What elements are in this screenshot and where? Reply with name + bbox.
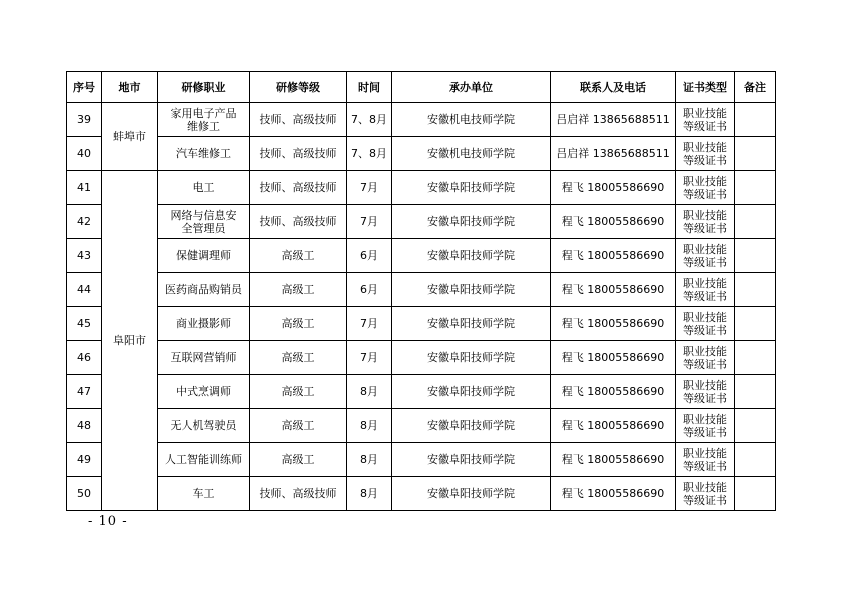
cell-time: 7月 <box>347 341 392 375</box>
cell-contact: 吕启祥 13865688511 <box>551 137 676 171</box>
cell-occupation: 无人机驾驶员 <box>158 409 250 443</box>
cell-organizer: 安徽阜阳技师学院 <box>392 341 551 375</box>
table-row <box>67 103 776 137</box>
cell-no: 42 <box>67 205 102 239</box>
cell-no: 46 <box>67 341 102 375</box>
cell-organizer: 安徽阜阳技师学院 <box>392 409 551 443</box>
cell-level: 技师、高级技师 <box>250 171 347 205</box>
cell-remarks <box>735 273 776 307</box>
cell-contact: 程飞 18005586690 <box>551 273 676 307</box>
table-row <box>67 307 776 341</box>
cell-no: 50 <box>67 477 102 511</box>
cell-organizer: 安徽阜阳技师学院 <box>392 239 551 273</box>
cell-remarks <box>735 171 776 205</box>
table-row <box>67 205 776 239</box>
cell-remarks <box>735 477 776 511</box>
cell-occupation: 家用电子产品 维修工 <box>158 103 250 137</box>
cell-certificate: 职业技能 等级证书 <box>676 103 735 137</box>
table-body <box>67 103 776 511</box>
cell-remarks <box>735 103 776 137</box>
cell-time: 7、8月 <box>347 137 392 171</box>
cell-level: 高级工 <box>250 341 347 375</box>
cell-level: 高级工 <box>250 239 347 273</box>
cell-occupation: 车工 <box>158 477 250 511</box>
page-number: - 10 - <box>88 514 128 529</box>
cell-certificate: 职业技能 等级证书 <box>676 375 735 409</box>
cell-level: 高级工 <box>250 273 347 307</box>
cell-contact: 程飞 18005586690 <box>551 375 676 409</box>
cell-contact: 程飞 18005586690 <box>551 239 676 273</box>
cell-organizer: 安徽阜阳技师学院 <box>392 443 551 477</box>
cell-certificate: 职业技能 等级证书 <box>676 307 735 341</box>
table-row <box>67 273 776 307</box>
table-row <box>67 239 776 273</box>
cell-no: 47 <box>67 375 102 409</box>
cell-occupation: 医药商品购销员 <box>158 273 250 307</box>
cell-no: 44 <box>67 273 102 307</box>
cell-level: 技师、高级技师 <box>250 205 347 239</box>
cell-time: 8月 <box>347 409 392 443</box>
table-row <box>67 137 776 171</box>
cell-no: 49 <box>67 443 102 477</box>
cell-organizer: 安徽阜阳技师学院 <box>392 171 551 205</box>
cell-contact: 程飞 18005586690 <box>551 409 676 443</box>
cell-contact: 程飞 18005586690 <box>551 307 676 341</box>
cell-organizer: 安徽阜阳技师学院 <box>392 477 551 511</box>
cell-city: 蚌埠市 <box>102 103 158 171</box>
cell-remarks <box>735 341 776 375</box>
header-certificate: 证书类型 <box>676 72 735 103</box>
cell-occupation: 网络与信息安 全管理员 <box>158 205 250 239</box>
cell-certificate: 职业技能 等级证书 <box>676 273 735 307</box>
cell-time: 7、8月 <box>347 103 392 137</box>
cell-remarks <box>735 137 776 171</box>
cell-organizer: 安徽阜阳技师学院 <box>392 205 551 239</box>
cell-contact: 程飞 18005586690 <box>551 341 676 375</box>
cell-level: 技师、高级技师 <box>250 137 347 171</box>
cell-level: 技师、高级技师 <box>250 103 347 137</box>
cell-time: 7月 <box>347 205 392 239</box>
cell-no: 45 <box>67 307 102 341</box>
table-row <box>67 409 776 443</box>
cell-no: 39 <box>67 103 102 137</box>
cell-occupation: 人工智能训练师 <box>158 443 250 477</box>
header-contact: 联系人及电话 <box>551 72 676 103</box>
cell-no: 43 <box>67 239 102 273</box>
cell-time: 8月 <box>347 375 392 409</box>
cell-remarks <box>735 409 776 443</box>
cell-level: 高级工 <box>250 307 347 341</box>
header-remarks: 备注 <box>735 72 776 103</box>
cell-level: 技师、高级技师 <box>250 477 347 511</box>
cell-time: 8月 <box>347 477 392 511</box>
cell-no: 40 <box>67 137 102 171</box>
cell-organizer: 安徽阜阳技师学院 <box>392 273 551 307</box>
cell-certificate: 职业技能 等级证书 <box>676 409 735 443</box>
table-row <box>67 171 776 205</box>
cell-occupation: 保健调理师 <box>158 239 250 273</box>
cell-remarks <box>735 239 776 273</box>
cell-occupation: 电工 <box>158 171 250 205</box>
header-time: 时间 <box>347 72 392 103</box>
cell-organizer: 安徽机电技师学院 <box>392 137 551 171</box>
header-no: 序号 <box>67 72 102 103</box>
cell-remarks <box>735 443 776 477</box>
table-header-row <box>67 72 776 103</box>
cell-no: 48 <box>67 409 102 443</box>
cell-time: 8月 <box>347 443 392 477</box>
header-city: 地市 <box>102 72 158 103</box>
cell-level: 高级工 <box>250 409 347 443</box>
cell-certificate: 职业技能 等级证书 <box>676 137 735 171</box>
cell-occupation: 互联网营销师 <box>158 341 250 375</box>
cell-remarks <box>735 205 776 239</box>
table-row <box>67 341 776 375</box>
table-row <box>67 375 776 409</box>
cell-occupation: 中式烹调师 <box>158 375 250 409</box>
cell-remarks <box>735 375 776 409</box>
cell-occupation: 汽车维修工 <box>158 137 250 171</box>
cell-organizer: 安徽阜阳技师学院 <box>392 307 551 341</box>
cell-certificate: 职业技能 等级证书 <box>676 443 735 477</box>
header-level: 研修等级 <box>250 72 347 103</box>
training-schedule-table <box>66 71 776 511</box>
header-occupation: 研修职业 <box>158 72 250 103</box>
cell-level: 高级工 <box>250 375 347 409</box>
cell-contact: 程飞 18005586690 <box>551 171 676 205</box>
cell-time: 7月 <box>347 171 392 205</box>
cell-certificate: 职业技能 等级证书 <box>676 171 735 205</box>
cell-contact: 程飞 18005586690 <box>551 443 676 477</box>
header-organizer: 承办单位 <box>392 72 551 103</box>
cell-certificate: 职业技能 等级证书 <box>676 205 735 239</box>
cell-contact: 程飞 18005586690 <box>551 477 676 511</box>
cell-organizer: 安徽机电技师学院 <box>392 103 551 137</box>
cell-certificate: 职业技能 等级证书 <box>676 239 735 273</box>
cell-contact: 程飞 18005586690 <box>551 205 676 239</box>
cell-certificate: 职业技能 等级证书 <box>676 341 735 375</box>
cell-occupation: 商业摄影师 <box>158 307 250 341</box>
cell-organizer: 安徽阜阳技师学院 <box>392 375 551 409</box>
cell-city: 阜阳市 <box>102 171 158 511</box>
cell-certificate: 职业技能 等级证书 <box>676 477 735 511</box>
cell-remarks <box>735 307 776 341</box>
cell-level: 高级工 <box>250 443 347 477</box>
cell-time: 7月 <box>347 307 392 341</box>
cell-time: 6月 <box>347 273 392 307</box>
cell-contact: 吕启祥 13865688511 <box>551 103 676 137</box>
cell-time: 6月 <box>347 239 392 273</box>
cell-no: 41 <box>67 171 102 205</box>
table-row <box>67 477 776 511</box>
table-row <box>67 443 776 477</box>
